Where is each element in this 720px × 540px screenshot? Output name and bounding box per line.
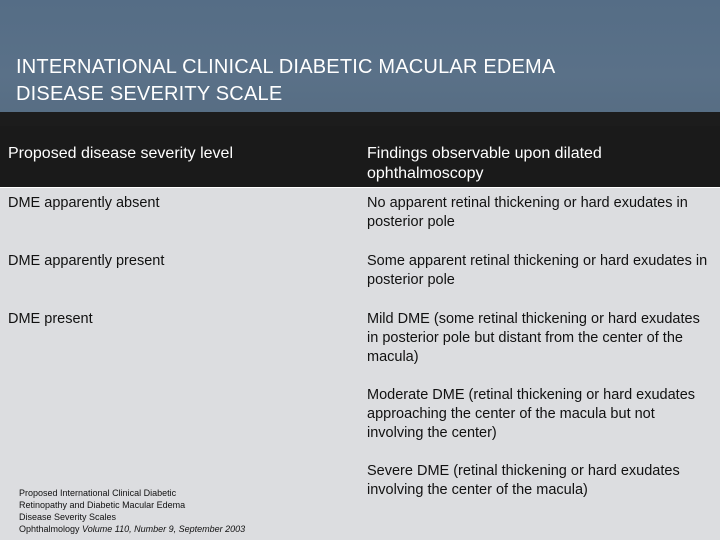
source-citation: [19, 487, 349, 535]
citation-volume: Volume 110, Number 9, September 2003: [82, 524, 246, 534]
findings-cell: Mild DME (some retinal thickening or hard exudates in posterior pole but distant from the center of the macula): [367, 311, 700, 365]
severity-table-container: [0, 126, 720, 540]
table-row: [0, 380, 720, 456]
slide-title: [16, 54, 706, 108]
findings-cell: Some apparent retinal thickening or hard exudates in posterior pole: [367, 253, 708, 288]
findings-cell: Severe DME (retinal thickening or hard exudates involving the center of the macula): [367, 463, 680, 498]
title-banner: [0, 0, 720, 126]
title-divider-band: [0, 112, 720, 126]
column-header-severity-level: Proposed disease severity level: [0, 126, 359, 188]
slide-title-line-2: DISEASE SEVERITY SCALE: [16, 83, 283, 105]
severity-level-cell: [0, 380, 359, 456]
citation-line-2: Retinopathy and Diabetic Macular Edema: [19, 500, 186, 510]
slide-title-line-1: INTERNATIONAL CLINICAL DIABETIC MACULAR EDEMA: [16, 56, 556, 78]
severity-level-cell: DME apparently absent: [8, 195, 160, 211]
table-row: [0, 304, 720, 380]
citation-line-3: Disease Severity Scales: [19, 512, 117, 522]
table-row: [0, 188, 720, 247]
severity-level-cell: DME apparently present: [8, 253, 165, 269]
citation-line-4: [19, 523, 349, 535]
column-header-findings: Findings observable upon dilated ophthalmoscopy: [359, 126, 720, 188]
findings-cell: Moderate DME (retinal thickening or hard exudates approaching the center of the macula but not involving the center): [367, 387, 696, 441]
table-row: [0, 246, 720, 304]
citation-line-1: Proposed International Clinical Diabetic: [19, 488, 177, 498]
citation-journal: Ophthalmology: [19, 524, 83, 534]
severity-level-cell: DME present: [8, 311, 93, 327]
table-header-row: [0, 126, 720, 188]
severity-scale-table: [0, 126, 720, 500]
findings-cell: No apparent retinal thickening or hard exudates in posterior pole: [367, 195, 688, 230]
